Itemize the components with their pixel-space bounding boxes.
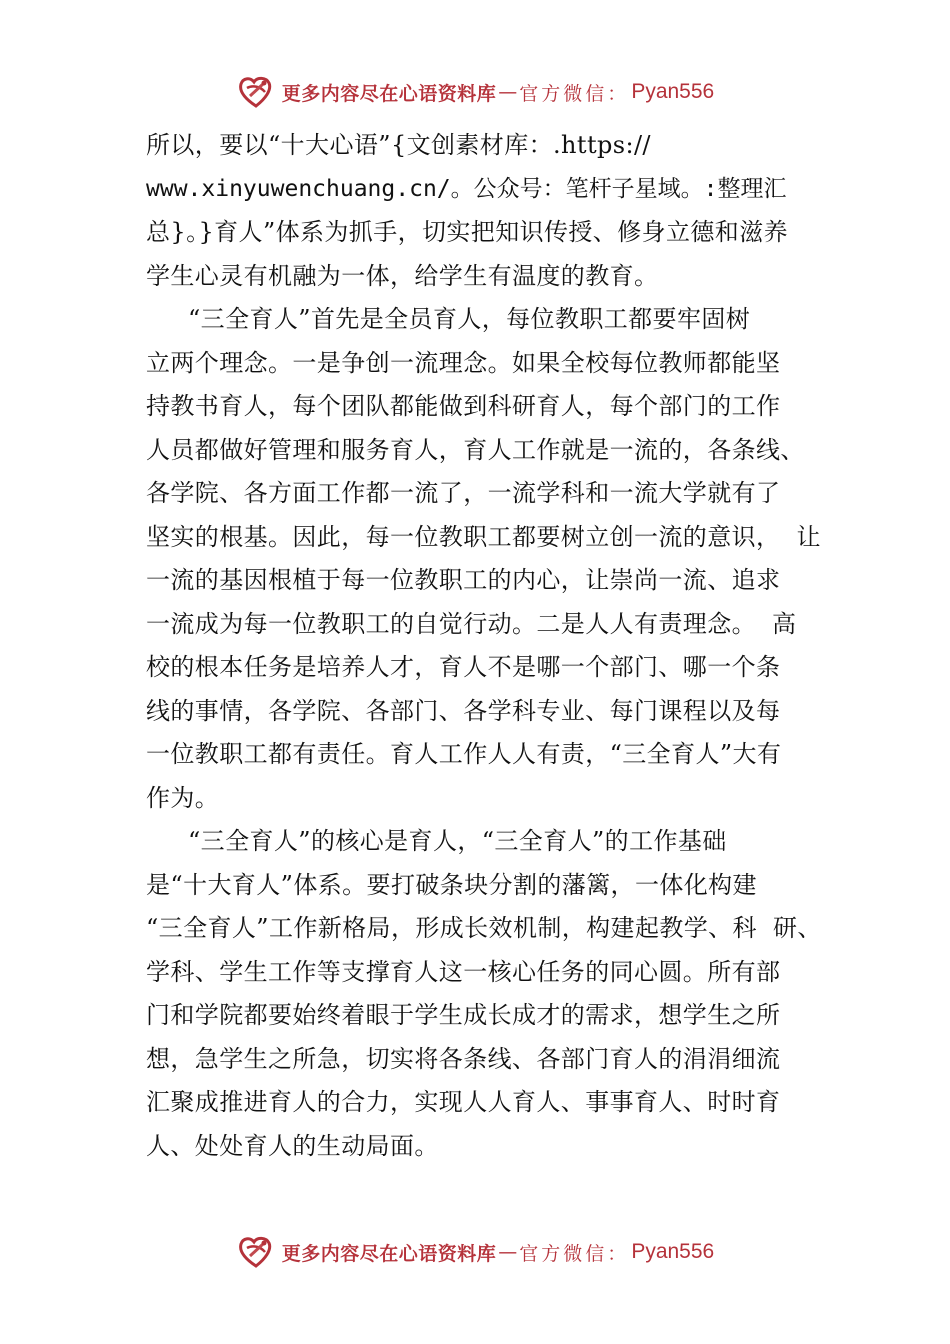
footer-separator: — <box>498 1241 518 1263</box>
paragraph-3 <box>146 820 836 1168</box>
text-line: 作为。 <box>146 783 220 812</box>
text-line: 一流的基因根植于每一位教职工的内心，让崇尚一流、追求 <box>146 566 781 594</box>
header-slogan: 更多内容尽在心语资料库 <box>281 82 497 105</box>
paragraph-2 <box>146 298 836 820</box>
text-line: “三全育人”首先是全员育人，每位教职工都要牢固树 <box>188 305 751 333</box>
footer-banner <box>0 1230 950 1274</box>
footer-wechat-label: 官方微信： <box>519 1242 630 1265</box>
text-line: “三全育人”工作新格局，形成长效机制，构建起教学、科 研、 <box>146 914 822 942</box>
heart-brush-logo-icon <box>236 72 276 112</box>
heart-brush-logo-icon <box>236 1232 276 1272</box>
header-wechat-id: Pyan556 <box>631 80 715 103</box>
text-line: 学科、学生工作等支撑育人这一核心任务的同心圆。所有部 <box>146 957 781 986</box>
header-banner <box>0 70 950 114</box>
paragraph-1 <box>146 124 836 298</box>
footer-slogan: 更多内容尽在心语资料库 <box>281 1242 497 1265</box>
text-line: 所以，要以“十大心语”{文创素材库：.https:// <box>146 131 651 159</box>
text-line: 想，急学生之所急，切实将各条线、各部门育人的涓涓细流 <box>146 1044 781 1073</box>
text-line: 一流成为每一位教职工的自觉行动。二是人人有责理念。 高 <box>146 609 797 638</box>
text-line: 坚实的根基。因此，每一位教职工都要树立创一流的意识， 让 <box>146 522 821 551</box>
text-line: 总}。}育人”体系为抓手，切实把知识传授、修身立德和滋养 <box>146 218 789 246</box>
text-line: 学生心灵有机融为一体，给学生有温度的教育。 <box>146 261 659 290</box>
document-body <box>146 124 836 1168</box>
text-line: 线的事情，各学院、各部门、各学科专业、每门课程以及每 <box>146 696 781 725</box>
text-line: “三全育人”的核心是育人，“三全育人”的工作基础 <box>188 827 727 855</box>
text-line: 各学院、各方面工作都一流了，一流学科和一流大学就有了 <box>146 479 781 507</box>
text-line: 人、处处育人的生动局面。 <box>146 1131 439 1160</box>
text-line: 人员都做好管理和服务育人，育人工作就是一流的，各条线、 <box>146 435 805 464</box>
footer-wechat-id: Pyan556 <box>631 1240 715 1263</box>
text-line: 持教书育人，每个团队都能做到科研育人，每个部门的工作 <box>146 392 781 420</box>
text-line: 是“十大育人”体系。要打破条块分割的藩篱，一体化构建 <box>146 870 757 899</box>
text-line: 立两个理念。一是争创一流理念。如果全校每位教师都能坚 <box>146 348 781 377</box>
header-wechat-label: 官方微信： <box>519 82 630 105</box>
text-line: 汇聚成推进育人的合力，实现人人育人、事事育人、时时育 <box>146 1088 781 1116</box>
text-line: 一位教职工都有责任。育人工作人人有责，“三全育人”大有 <box>146 740 782 768</box>
text-line: 门和学院都要始终着眼于学生成长成才的需求，想学生之所 <box>146 1001 781 1029</box>
header-separator: — <box>498 81 518 103</box>
text-line: www.xinyuwenchuang.cn/。公众号：笔杆子星域。:整理汇 <box>146 175 787 202</box>
text-line: 校的根本任务是培养人才，育人不是哪一个部门、哪一个条 <box>146 653 781 681</box>
